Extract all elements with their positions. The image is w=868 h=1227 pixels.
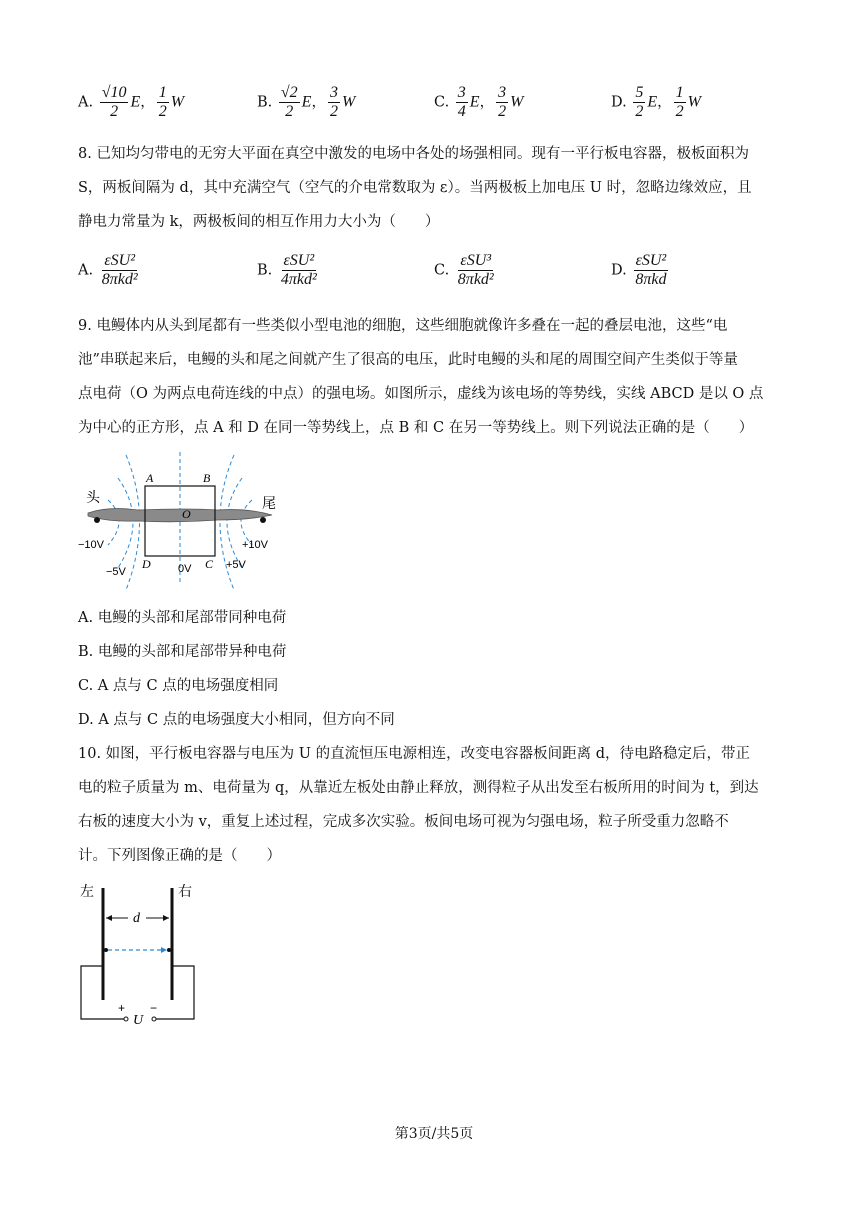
label-minus-5v: −5V <box>106 566 126 578</box>
label-plus-10v: +10V <box>242 539 268 551</box>
q10-text-line3: 右板的速度大小为 v，重复上述过程，完成多次实验。板间电场可视为匀强电场，粒子所受重力忽略不 <box>78 814 729 830</box>
q8-option-c: C. $\frac{\text{εSU³}}{\text{8πkd²}}$ <box>434 252 494 288</box>
label-minus-10v: −10V <box>78 539 104 551</box>
q9-option-b: B. 电鳗的头部和尾部带异种电荷 <box>78 644 287 660</box>
label-plus: + <box>118 1001 126 1015</box>
q8-text-line3: 静电力常量为 k，两极板间的相互作用力大小为（ ） <box>78 214 440 230</box>
label-c: C <box>205 557 214 571</box>
q8-option-b: B. $\frac{\text{εSU²}}{\text{4πkd²}}$ <box>257 252 317 288</box>
q9-text-line1: 9. 电鳗体内从头到尾都有一些类似小型电池的细胞，这些细胞就像许多叠在一起的叠层电池，这些“电 <box>78 318 728 334</box>
q9-option-a: A. 电鳗的头部和尾部带同种电荷 <box>78 610 287 626</box>
label-a: A <box>146 471 154 485</box>
tail-charge-dot <box>260 517 266 523</box>
page-footer: 第3页/共5页 <box>394 1126 474 1142</box>
q9-option-c: C. A 点与 C 点的电场强度相同 <box>78 678 279 694</box>
terminal-plus <box>124 1017 128 1021</box>
eel-body <box>88 509 272 522</box>
terminal-minus <box>152 1017 156 1021</box>
q8-option-d: D. $\frac{\text{εSU²}}{\text{8πkd}}$ <box>611 252 667 288</box>
particle-end-dot <box>167 948 171 952</box>
particle-start-dot <box>104 948 108 952</box>
q9-text-line4: 为中心的正方形，点 A 和 D 在同一等势线上，点 B 和 C 在另一等势线上。则下列说法正确的是（ ） <box>78 420 754 436</box>
label-0v: 0V <box>178 563 192 575</box>
q8-option-a: A. $\frac{\text{εSU²}}{\text{8πkd²}}$ <box>78 252 138 288</box>
q10-capacitor-figure <box>76 878 206 1028</box>
label-plus-5v: +5V <box>226 559 246 571</box>
q9-option-d: D. A 点与 C 点的电场强度大小相同，但方向不同 <box>78 712 395 728</box>
q9-text-line2: 池”串联起来后，电鳗的头和尾之间就产生了很高的电压，此时电鳗的头和尾的周围空间产生类似于等量 <box>78 352 738 368</box>
q10-text-line1: 10. 如图，平行板电容器与电压为 U 的直流恒压电源相连，改变电容器板间距离 d，待电路稳定后，带正 <box>78 746 750 762</box>
q7-option-a: A. $\frac{√10}{2}$ E， $\frac{1}{2}$ W <box>78 84 185 120</box>
label-head: 头 <box>86 490 100 506</box>
label-left: 左 <box>80 884 94 900</box>
q7-option-d: D. $\frac{5}{2}$ E， $\frac{1}{2}$ W <box>611 84 701 120</box>
label-u: U <box>133 1013 144 1028</box>
q9-eel-figure <box>78 450 308 600</box>
q10-text-line2: 电的粒子质量为 m、电荷量为 q，从靠近左板处由静止释放，测得粒子从出发至右板所用的时间为 t，到达 <box>78 780 759 796</box>
q8-text-line1: 8. 已知均匀带电的无穷大平面在真空中激发的电场中各处的场强相同。现有一平行板电容器，极板面积为 <box>78 146 749 162</box>
q10-text-line4: 计。下列图像正确的是（ ） <box>78 848 281 864</box>
label-right: 右 <box>178 884 192 900</box>
label-o: O <box>182 507 191 521</box>
head-charge-dot <box>94 517 100 523</box>
q7-option-c: C. $\frac{3}{4}$ E， $\frac{3}{2}$ W <box>434 84 524 120</box>
label-tail: 尾 <box>262 496 276 512</box>
q9-text-line3: 点电荷（O 为两点电荷连线的中点）的强电场。如图所示，虚线为该电场的等势线，实线 ABCD 是以 O 点 <box>78 386 764 402</box>
circuit-right-wire <box>156 966 194 1019</box>
label-d: D <box>142 557 151 571</box>
label-b: B <box>203 471 211 485</box>
label-d: d <box>133 911 140 926</box>
label-minus: − <box>150 1001 158 1015</box>
q8-text-line2: S，两板间隔为 d，其中充满空气（空气的介电常数取为 ε）。当两极板上加电压 U 时，忽略边缘效应，且 <box>78 180 752 196</box>
q7-option-b: B. $\frac{√2}{2}$ E， $\frac{3}{2}$ W <box>257 84 356 120</box>
